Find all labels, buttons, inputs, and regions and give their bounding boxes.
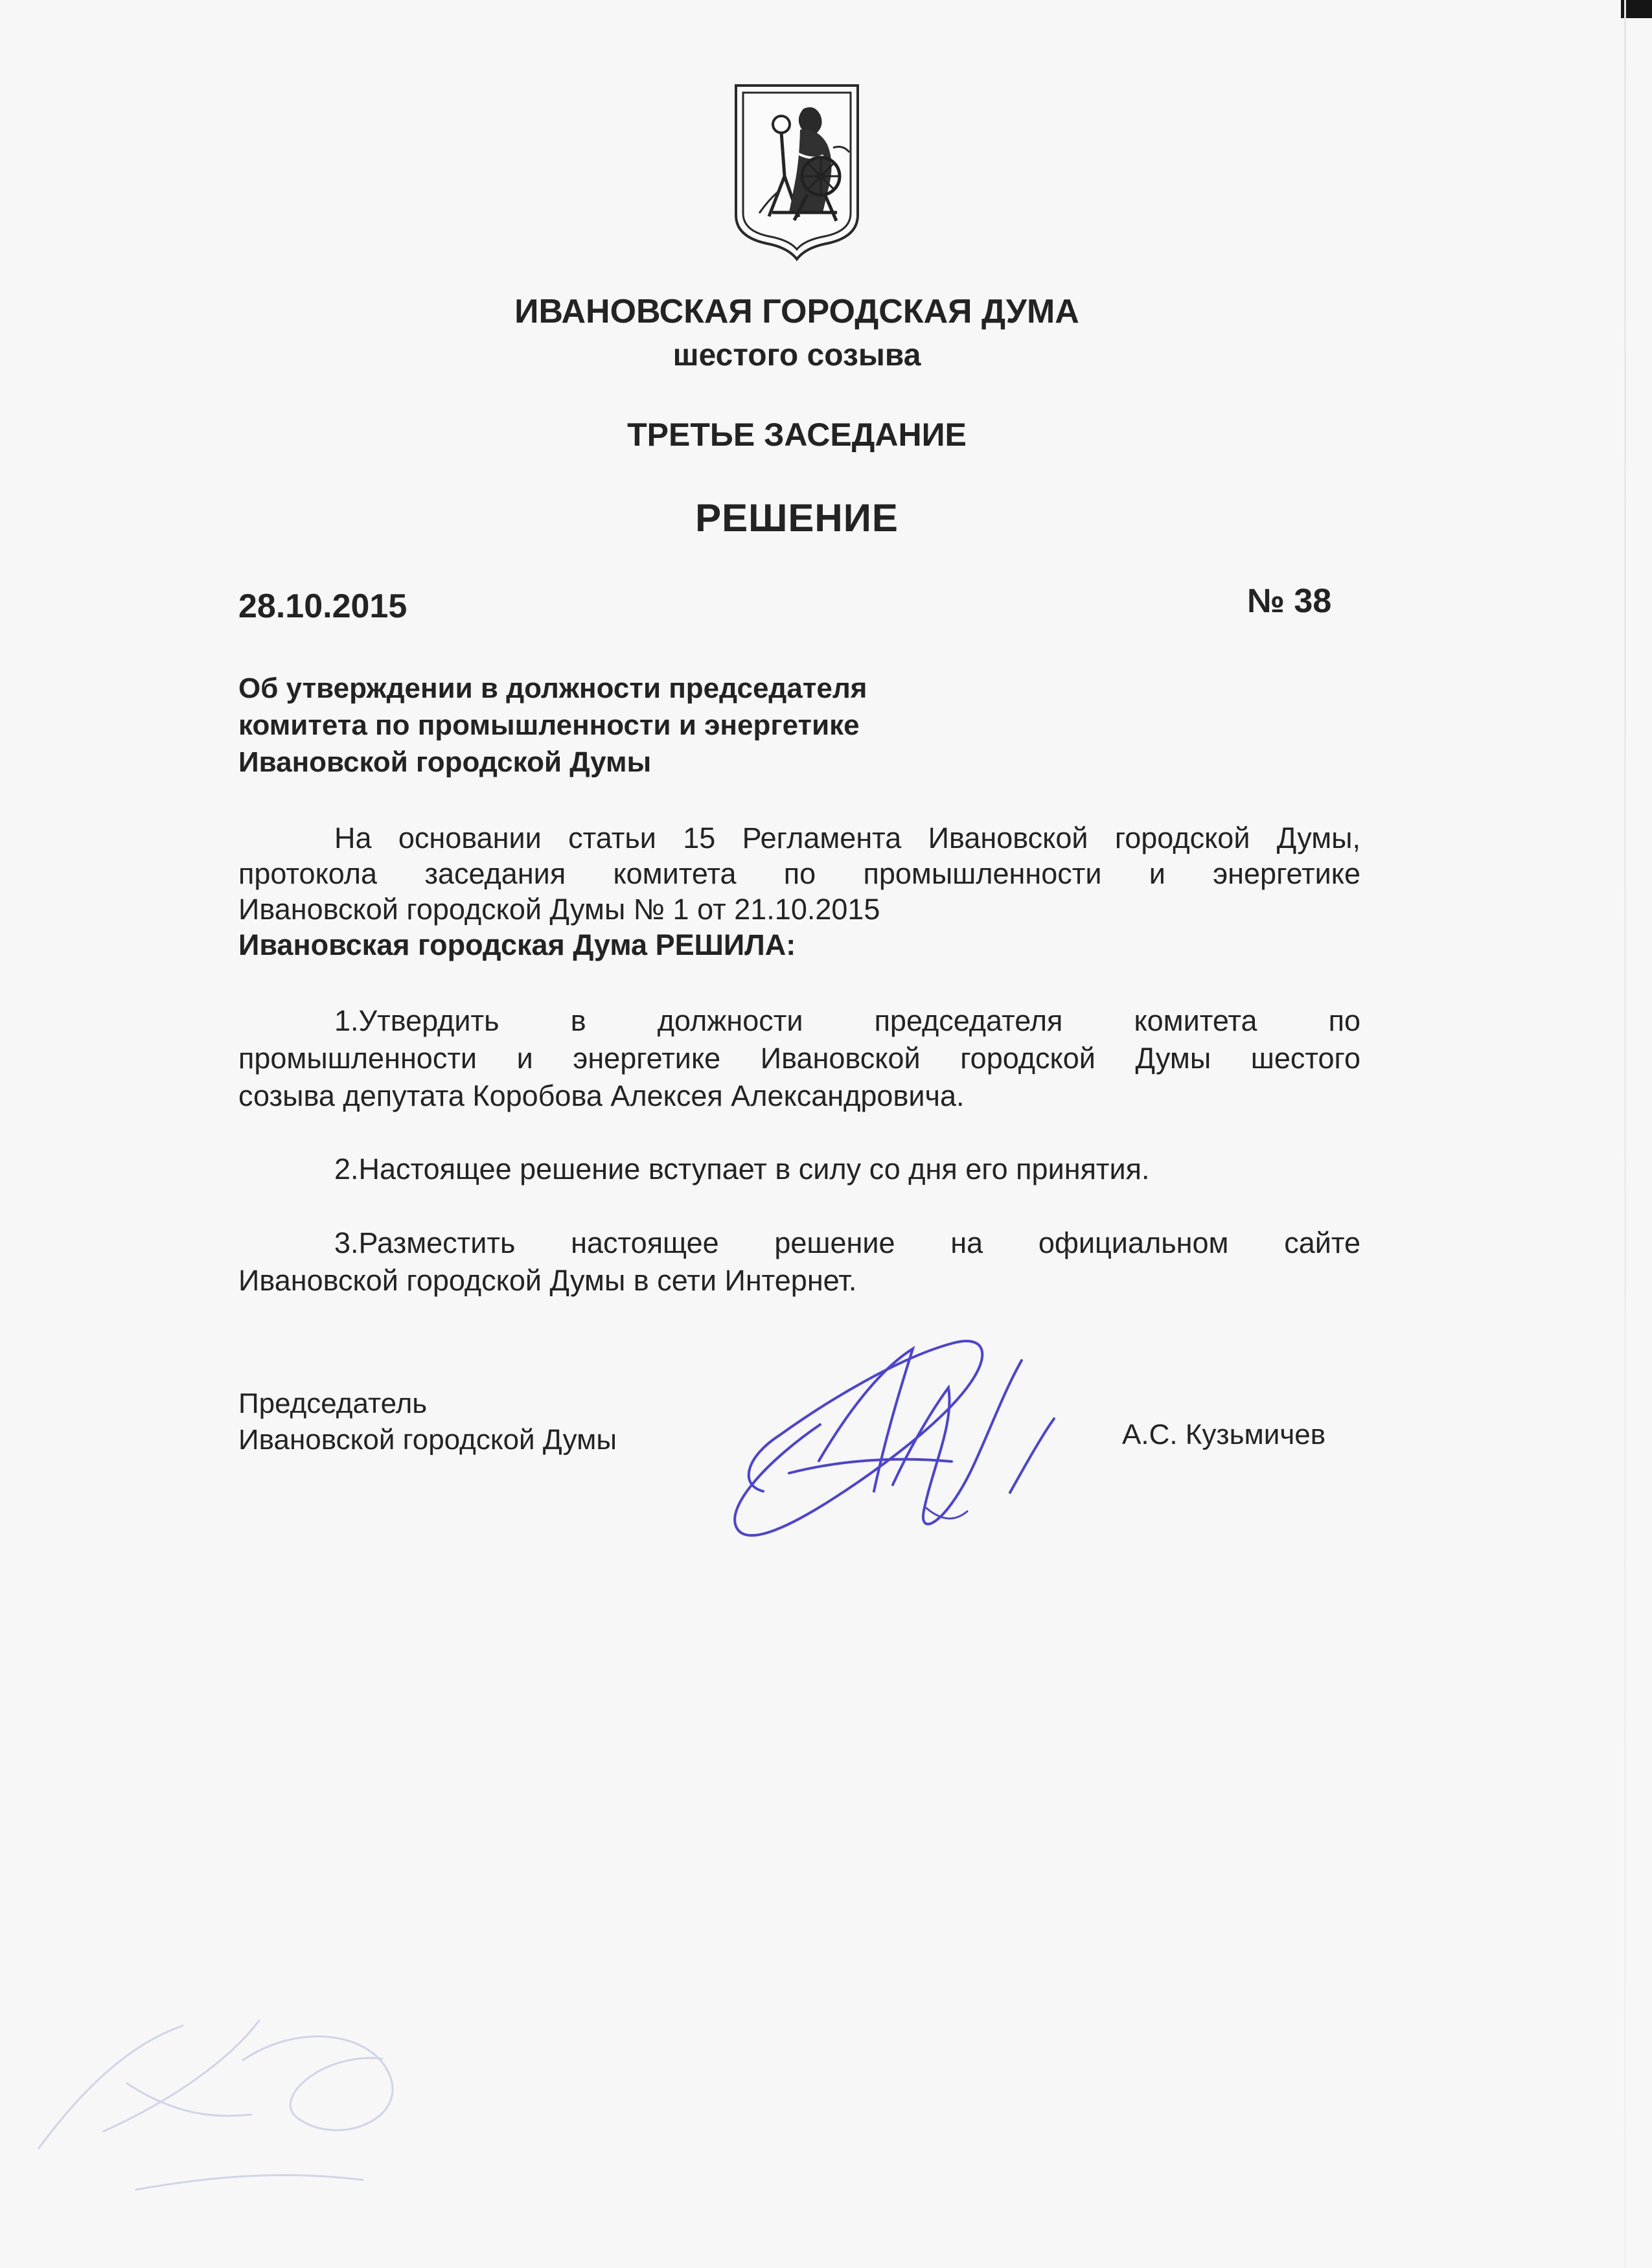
- signatory-position-line-2: Ивановской городской Думы: [238, 1424, 617, 1456]
- decision-date: 28.10.2015: [238, 588, 407, 625]
- subject-line-2: комитета по промышленности и энергетике: [238, 709, 860, 741]
- coat-of-arms-icon: [726, 79, 868, 264]
- subject-line-1: Об утверждении в должности председателя: [238, 672, 867, 704]
- item-3-line-2: Ивановской городской Думы в сети Интернет.: [238, 1264, 857, 1297]
- scan-edge-line: [1624, 0, 1626, 2268]
- item-1-line-2: промышленности и энергетике Ивановской городской Думы шестого: [238, 1042, 1360, 1075]
- document-type: РЕШЕНИЕ: [695, 496, 899, 540]
- item-1-line-1: 1.Утвердить в должности председателя комитета по: [334, 1004, 1360, 1037]
- item-3-line-1: 3.Разместить настоящее решение на официальном сайте: [334, 1226, 1360, 1259]
- item-1-line-3: созыва депутата Коробова Алексея Александровича.: [238, 1079, 965, 1112]
- convocation: шестого созыва: [672, 338, 921, 372]
- signatory-position-line-1: Председатель: [238, 1388, 428, 1419]
- item-2-line-1: 2.Настоящее решение вступает в силу со дня его принятия.: [334, 1152, 1150, 1186]
- faint-reverse-ink-mark: [26, 1995, 492, 2209]
- preamble-line-3: Ивановской городской Думы № 1 от 21.10.2015: [238, 893, 880, 926]
- subject-line-3: Ивановской городской Думы: [238, 746, 652, 778]
- duma-title: ИВАНОВСКАЯ ГОРОДСКАЯ ДУМА: [514, 293, 1079, 330]
- decision-number: № 38: [1247, 582, 1332, 620]
- session-title: ТРЕТЬЕ ЗАСЕДАНИЕ: [627, 417, 967, 453]
- resolution-phrase: Ивановская городская Дума РЕШИЛА:: [238, 928, 796, 961]
- preamble-line-1: На основании статьи 15 Регламента Ивановской городской Думы,: [334, 821, 1360, 854]
- preamble-line-2: протокола заседания комитета по промышленности и энергетике: [238, 857, 1360, 890]
- signatory-name: А.С. Кузьмичев: [1122, 1419, 1326, 1450]
- signature-icon: [726, 1302, 1088, 1555]
